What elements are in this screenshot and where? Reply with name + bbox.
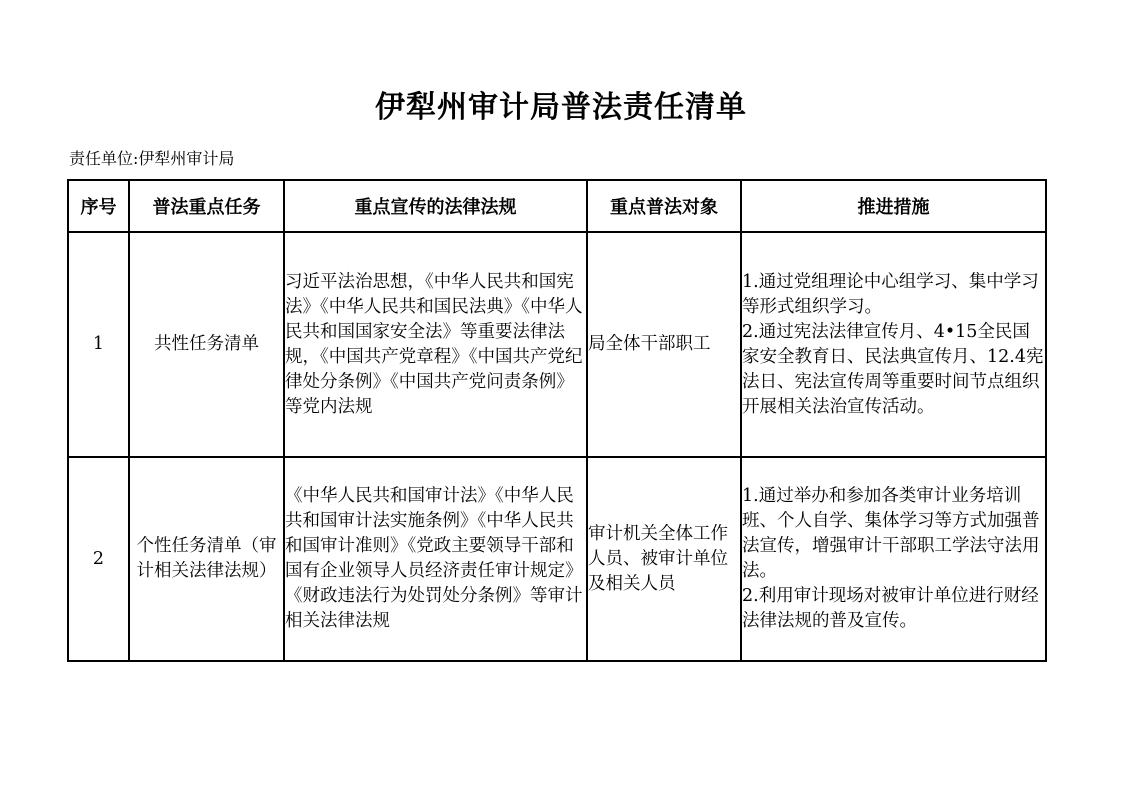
row-index: 2 xyxy=(68,457,129,661)
header-index: 序号 xyxy=(68,180,129,232)
header-measures: 推进措施 xyxy=(741,180,1046,232)
row-measures: 1.通过举办和参加各类审计业务培训班、个人自学、集体学习等方式加强普法宣传，增强审计干部职工学法守法用法。 2.利用审计现场对被审计单位进行财经法律法规的普及宣传。 xyxy=(741,457,1046,661)
row-index: 1 xyxy=(68,232,129,457)
row-target: 局全体干部职工 xyxy=(587,232,741,457)
row-task: 个性任务清单（审计相关法律法规） xyxy=(129,457,284,661)
row-target: 审计机关全体工作人员、被审计单位及相关人员 xyxy=(587,457,741,661)
row-task: 共性任务清单 xyxy=(129,232,284,457)
table-row xyxy=(68,232,1046,457)
row-laws: 《中华人民共和国审计法》《中华人民共和国审计法实施条例》《中华人民共和国审计准则》《党政主要领导干部和国有企业领导人员经济责任审计规定》《财政违法行为处罚处分条例》等审计相关法律法规 xyxy=(284,457,587,661)
header-laws: 重点宣传的法律法规 xyxy=(284,180,587,232)
header-target: 重点普法对象 xyxy=(587,180,741,232)
page-title: 伊犁州审计局普法责任清单 xyxy=(375,90,747,125)
row-measures: 1.通过党组理论中心组学习、集中学习等形式组织学习。 2.通过宪法法律宣传月、4•15全民国家安全教育日、民法典宣传月、12.4宪法日、宪法宣传周等重要时间节点组织开展相关法治宣传活动。 xyxy=(741,232,1046,457)
row-laws: 习近平法治思想，《中华人民共和国宪法》《中华人民共和国民法典》《中华人民共和国国家安全法》等重要法律法规，《中国共产党章程》《中国共产党纪律处分条例》《中国共产党问责条例》等党内法规 xyxy=(284,232,587,457)
table-row xyxy=(68,457,1046,661)
responsibility-table xyxy=(67,179,1047,662)
responsible-unit: 责任单位:伊犁州审计局 xyxy=(69,149,235,168)
table-header-row xyxy=(68,180,1046,232)
header-task: 普法重点任务 xyxy=(129,180,284,232)
